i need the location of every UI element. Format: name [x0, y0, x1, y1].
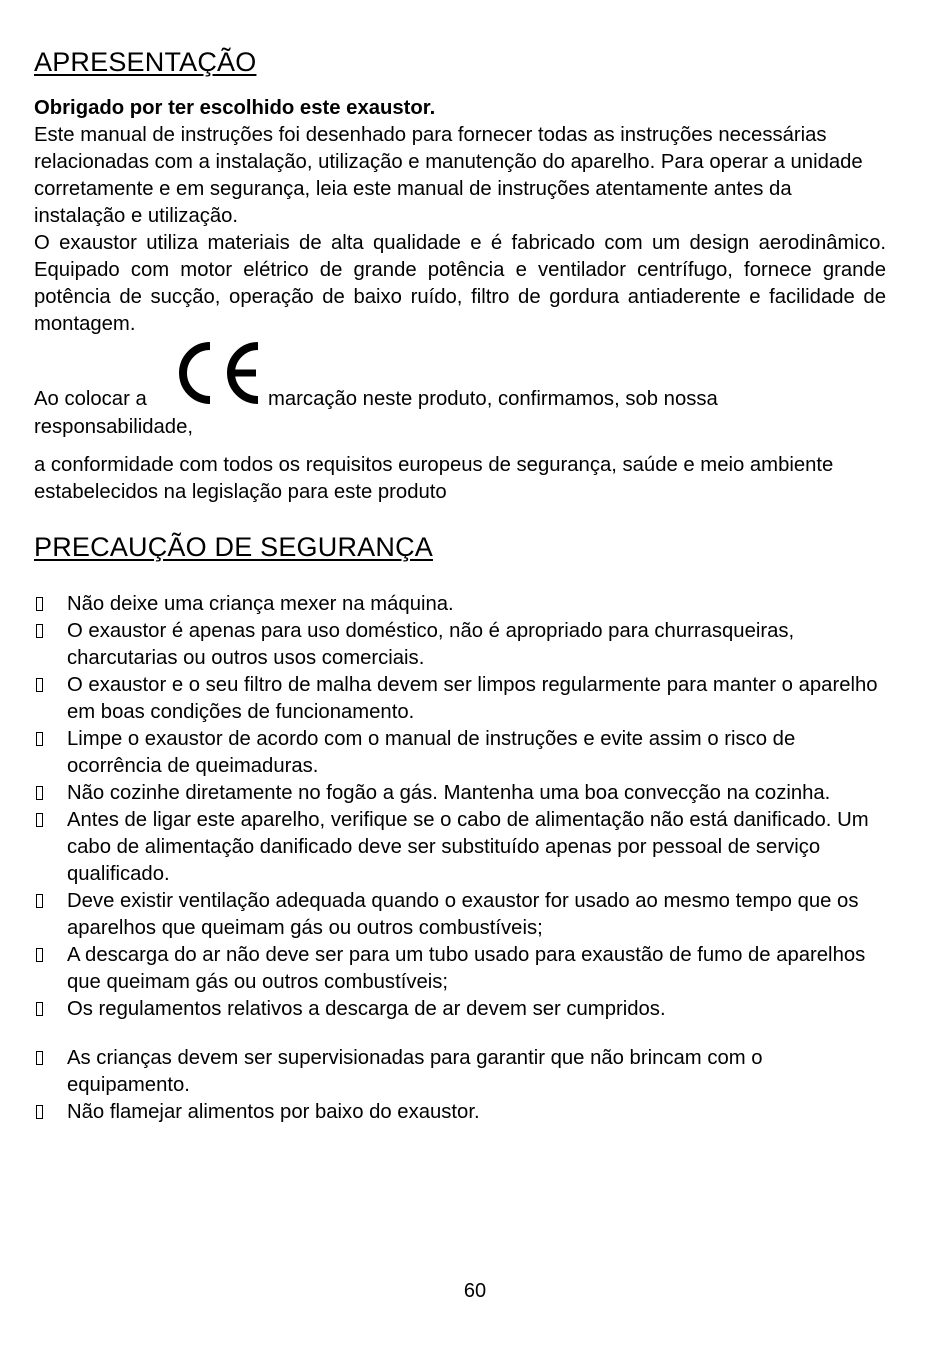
list-item	[34, 780, 886, 807]
ce-statement	[34, 340, 886, 438]
ce-responsibility-text: responsabilidade,	[34, 416, 193, 438]
bullet-box-icon	[36, 948, 43, 962]
list-item	[34, 726, 886, 780]
list-item-text: Não flamejar alimentos por baixo do exaustor.	[67, 1101, 480, 1123]
page-number: 60	[463, 1280, 487, 1302]
bullet-box-icon	[36, 894, 43, 908]
intro-paragraph: Este manual de instruções foi desenhado para fornecer todas as instruções necessárias relacionadas com a instalação, utilização e manutenção do aparelho. Para operar a unidade corretamente e em segurança, leia este manual de instruções atentamente antes da instalação e utilização.	[34, 124, 863, 227]
bullet-box-icon	[36, 597, 43, 611]
bullet-box-icon	[36, 678, 43, 692]
bullet-box-icon	[36, 813, 43, 827]
safety-list	[34, 591, 886, 1126]
list-item-text: O exaustor é apenas para uso doméstico, não é apropriado para churrasqueiras, charcutarias ou outros usos comerciais.	[67, 620, 795, 669]
list-item	[34, 996, 886, 1023]
bullet-box-icon	[36, 1002, 43, 1016]
list-item	[34, 672, 886, 726]
bullet-box-icon	[36, 786, 43, 800]
product-description: O exaustor utiliza materiais de alta qualidade e é fabricado com um design aerodinâmico. Equipado com motor elétrico de grande potência e ventilador centrífugo, fornece grande potência de sucção, operação de baixo ruído, filtro de gordura antiaderente e facilidade de montagem.	[34, 232, 886, 335]
list-item-text: Os regulamentos relativos a descarga de ar devem ser cumpridos.	[67, 998, 666, 1020]
list-item	[34, 1045, 886, 1099]
list-item-text: Deve existir ventilação adequada quando o exaustor for usado ao mesmo tempo que os aparelhos que queimam gás ou outros combustíveis;	[67, 890, 859, 939]
list-item	[34, 942, 886, 996]
list-item-text: Não deixe uma criança mexer na máquina.	[67, 593, 454, 615]
list-item-text: O exaustor e o seu filtro de malha devem ser limpos regularmente para manter o aparelho em boas condições de funcionamento.	[67, 674, 878, 723]
list-item-text: Antes de ligar este aparelho, verifique se o cabo de alimentação não está danificado. Um cabo de alimentação danificado deve ser substituído apenas por pessoal de serviço qualificado.	[67, 809, 869, 885]
ce-text-before: Ao colocar a	[34, 388, 147, 410]
ce-mark-icon	[172, 340, 264, 406]
bullet-box-icon	[36, 732, 43, 746]
thanks-text: Obrigado por ter escolhido este exaustor.	[34, 97, 436, 119]
bullet-box-icon	[36, 1105, 43, 1119]
bullet-box-icon	[36, 624, 43, 638]
list-item	[34, 618, 886, 672]
section-title-precaucao: PRECAUÇÃO DE SEGURANÇA	[34, 532, 433, 562]
list-item-text: Limpe o exaustor de acordo com o manual de instruções e evite assim o risco de ocorrência de queimaduras.	[67, 728, 796, 777]
conformity-text: a conformidade com todos os requisitos europeus de segurança, saúde e meio ambiente estabelecidos na legislação para este produto	[34, 454, 834, 503]
list-item-text: A descarga do ar não deve ser para um tubo usado para exaustão de fumo de aparelhos que queimam gás ou outros combustíveis;	[67, 944, 866, 993]
ce-text-after: marcação neste produto, confirmamos, sob nossa	[268, 388, 718, 410]
bullet-box-icon	[36, 1051, 43, 1065]
section-title-apresentacao: APRESENTAÇÃO	[34, 47, 257, 77]
list-item	[34, 888, 886, 942]
list-item-text: Não cozinhe diretamente no fogão a gás. Mantenha uma boa convecção na cozinha.	[67, 782, 831, 804]
list-item-text: As crianças devem ser supervisionadas para garantir que não brincam com o equipamento.	[67, 1047, 763, 1096]
list-item	[34, 591, 886, 618]
list-item	[34, 1099, 886, 1126]
intro-block	[34, 95, 886, 338]
list-item	[34, 807, 886, 888]
